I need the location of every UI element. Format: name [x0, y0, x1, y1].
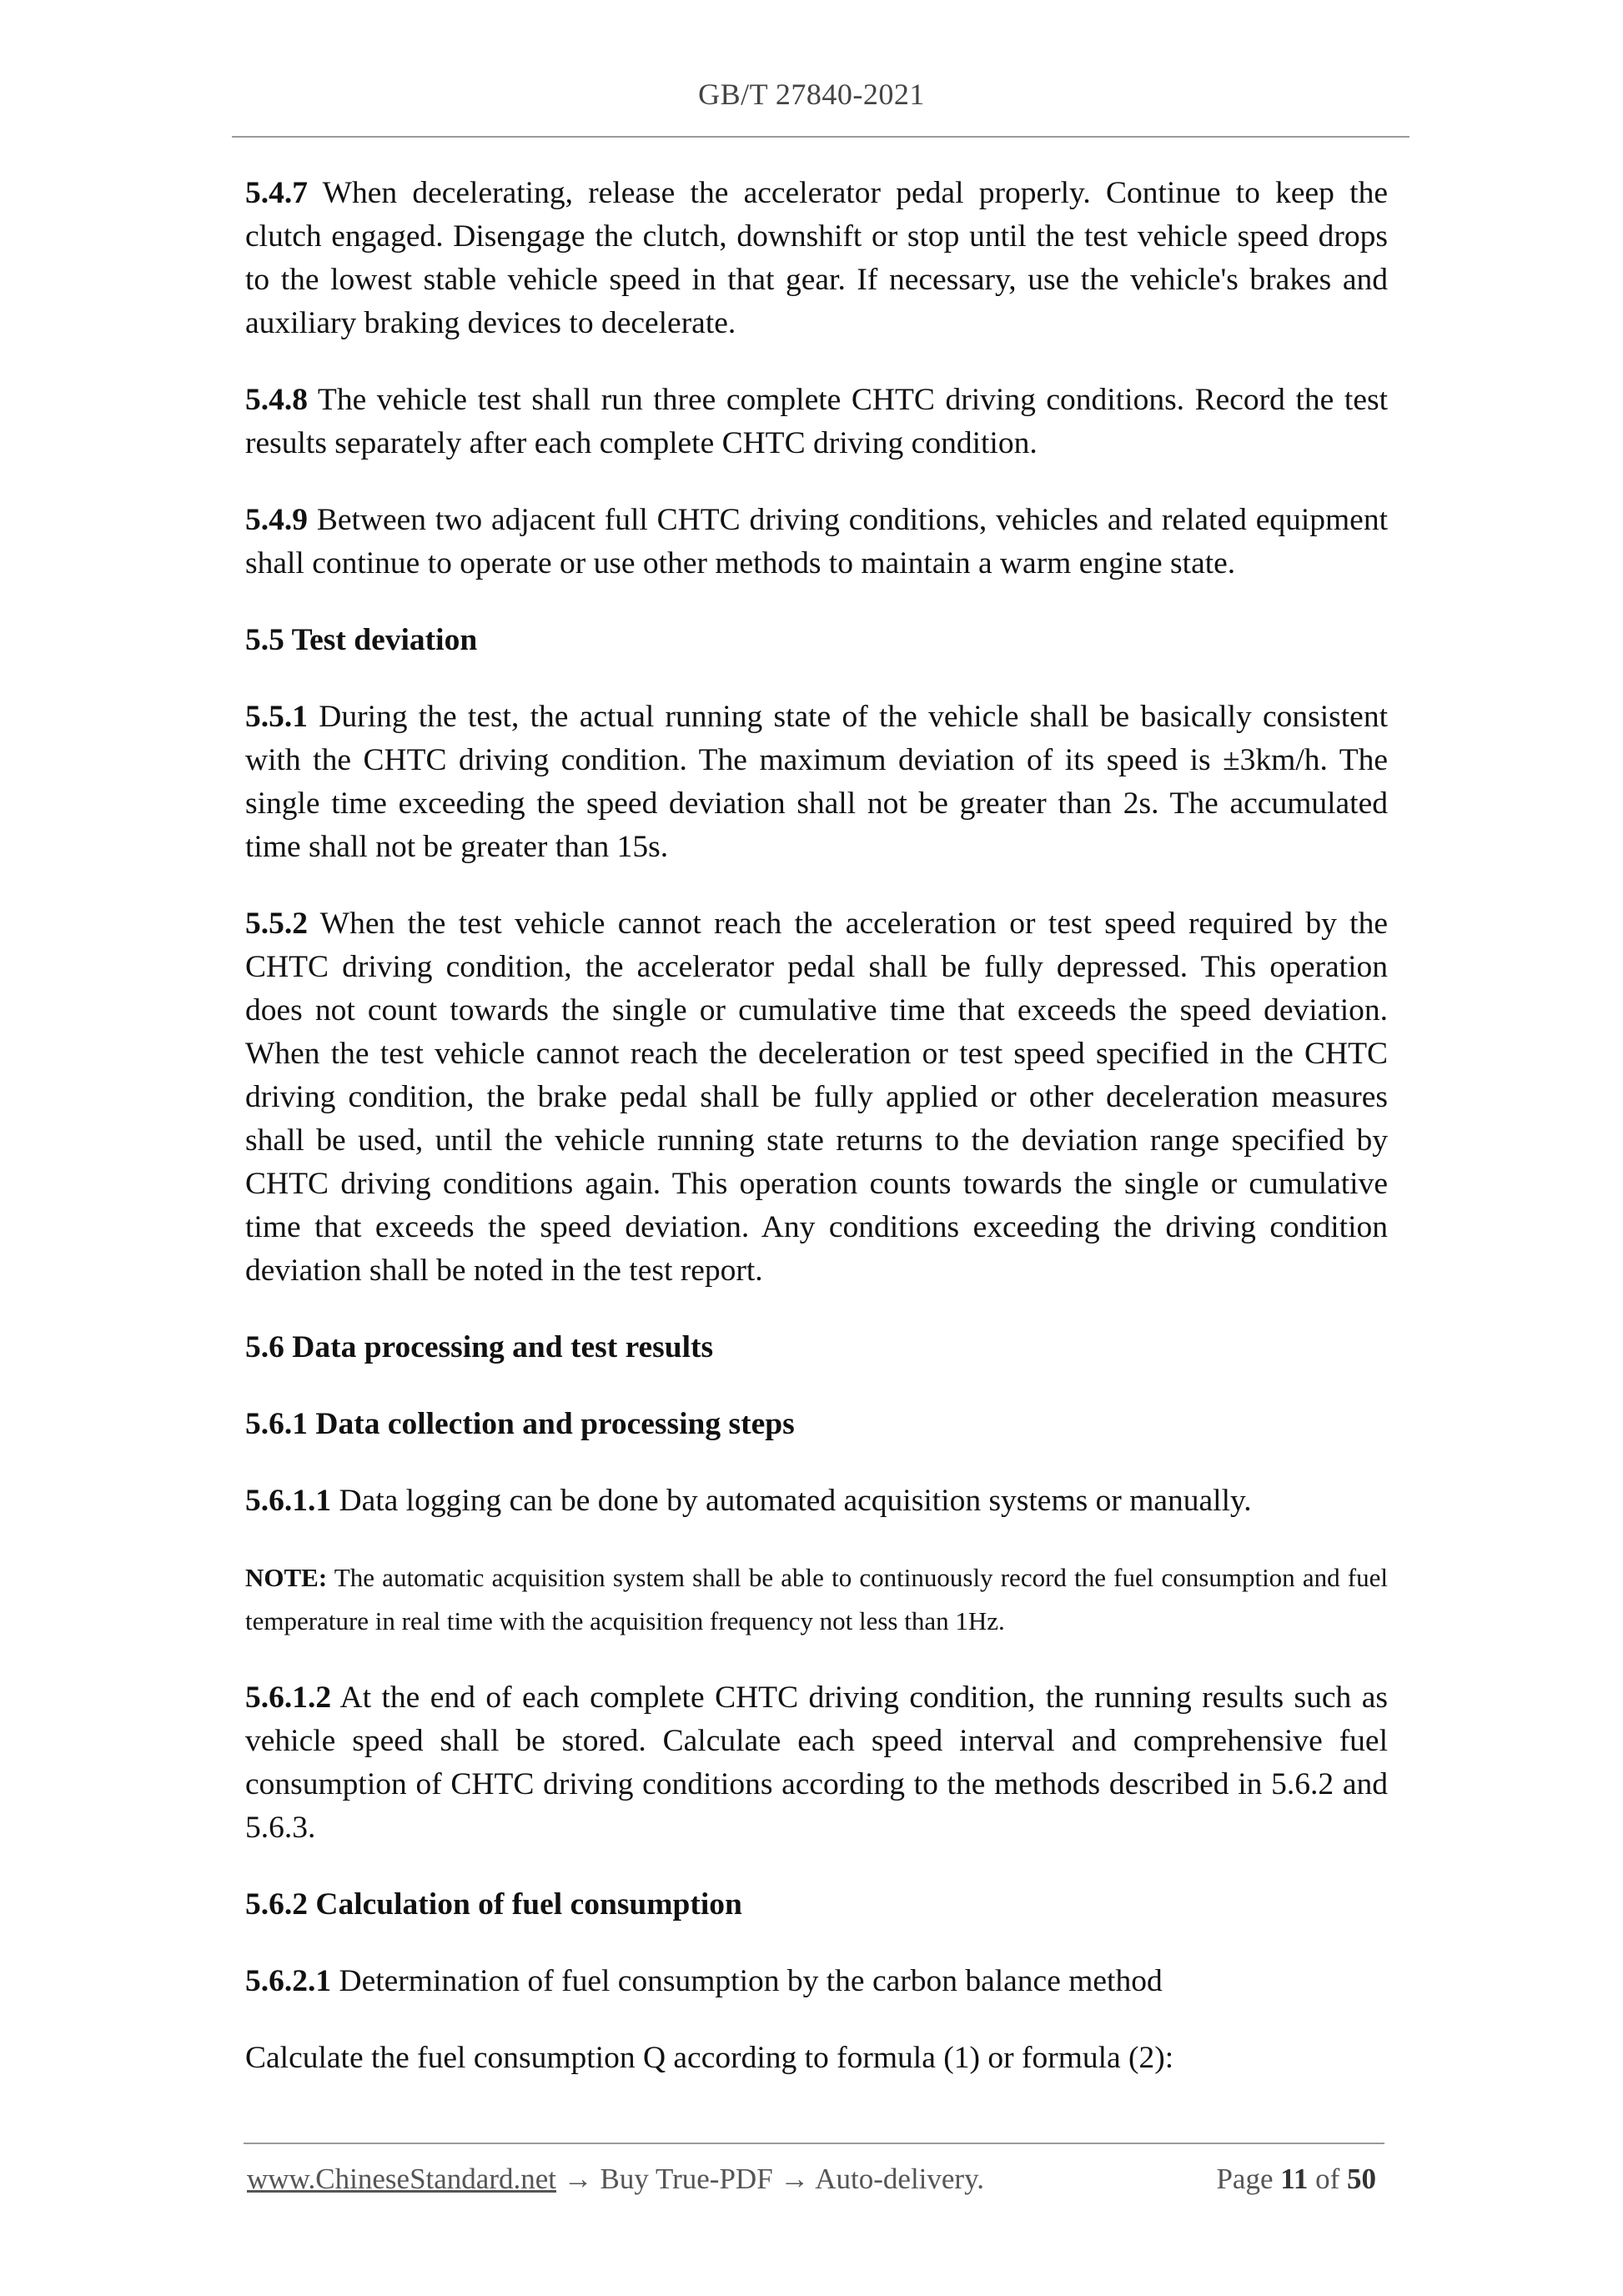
clause-5-6-1-1 [245, 1480, 1388, 1523]
buy-text: Buy True-PDF [600, 2163, 773, 2195]
clause-number: 5.6.2.1 [245, 1964, 332, 1998]
note-text: The automatic acquisition system shall be able to continuously record the fuel consumption and fuel temperature in real time with the acquisition frequency not less than 1Hz. [245, 1563, 1388, 1635]
delivery-text: Auto-delivery. [815, 2163, 985, 2195]
clause-number: 5.6.1.2 [245, 1681, 332, 1715]
clause-5-4-8 [245, 379, 1388, 465]
page-label: Page [1216, 2163, 1281, 2195]
clause-number: 5.4.9 [245, 503, 308, 537]
section-heading-5-6: 5.6 Data processing and test results [245, 1330, 714, 1364]
note-label: NOTE: [245, 1563, 328, 1592]
page-number: 11 [1280, 2163, 1309, 2195]
formula-intro [245, 2037, 1388, 2080]
arrow-icon: → [556, 2163, 600, 2195]
footer-promo [247, 2163, 984, 2196]
clause-5-6-2-1 [245, 1960, 1388, 2003]
clause-number: 5.5.1 [245, 700, 308, 734]
clause-text: During the test, the actual running state of the vehicle shall be basically consistent with the CHTC driving condition. The maximum deviation of its speed is ±3km/h. The single time exceeding the speed deviation shall not be greater than 2s. The accumulated time shall not be greater than 15s. [245, 700, 1388, 864]
clause-text: Data logging can be done by automated acquisition systems or manually. [331, 1484, 1252, 1518]
of-label: of [1308, 2163, 1347, 2195]
clause-number: 5.4.7 [245, 176, 308, 210]
clause-number: 5.6.1.1 [245, 1484, 332, 1518]
section-heading-5-5: 5.5 Test deviation [245, 623, 478, 657]
clause-text: Determination of fuel consumption by the carbon balance method [331, 1964, 1163, 1998]
section-heading-5-6-1: 5.6.1 Data collection and processing steps [245, 1407, 795, 1441]
clause-text: The vehicle test shall run three complete CHTC driving conditions. Record the test results separately after each complete CHTC driving condition. [245, 383, 1388, 460]
arrow-icon: → [772, 2163, 816, 2195]
clause-text: Between two adjacent full CHTC driving conditions, vehicles and related equipment shall continue to operate or use other methods to maintain a warm engine state. [245, 503, 1388, 580]
clause-text: Calculate the fuel consumption Q according to formula (1) or formula (2): [245, 2041, 1174, 2075]
clause-number: 5.5.2 [245, 907, 308, 941]
clause-text: At the end of each complete CHTC driving condition, the running results such as vehicle speed shall be stored. Calculate each speed interval and comprehensive fuel consumption of CHTC driving conditions according to the methods described in 5.6.2 and 5.6.3. [245, 1681, 1388, 1845]
page-counter [1216, 2163, 1376, 2196]
page-header: GB/T 27840-2021 [698, 78, 925, 111]
clause-text: When decelerating, release the accelerator pedal properly. Continue to keep the clutch engaged. Disengage the clutch, downshift or stop until the test vehicle speed drops to the lowest stable vehicle speed in that gear. If necessary, use the vehicle's brakes and auxiliary braking devices to decelerate. [245, 176, 1388, 340]
section-heading-5-6-2: 5.6.2 Calculation of fuel consumption [245, 1887, 742, 1922]
clause-5-4-9 [245, 499, 1388, 585]
header-divider [232, 136, 1409, 138]
clause-number: 5.4.8 [245, 383, 308, 417]
clause-5-4-7 [245, 172, 1388, 345]
clause-5-6-1-2 [245, 1676, 1388, 1850]
clause-text: When the test vehicle cannot reach the acceleration or test speed required by the CHTC driving condition, the accelerator pedal shall be fully depressed. This operation does not count towards the single or cumulative time that exceeds the speed deviation. When the test vehicle cannot reach the deceleration or test speed specified in the CHTC driving condition, the brake pedal shall be fully applied or other deceleration measures shall be used, until the vehicle running state returns to the deviation range specified by CHTC driving conditions again. This operation counts towards the single or cumulative time that exceeds the speed deviation. Any conditions exceeding the driving condition deviation shall be noted in the test report. [245, 907, 1388, 1288]
page-total: 50 [1347, 2163, 1376, 2195]
note-block [245, 1556, 1388, 1643]
website-link[interactable]: www.ChineseStandard.net [247, 2163, 556, 2195]
clause-5-5-2 [245, 902, 1388, 1293]
page-footer [247, 2163, 1376, 2204]
clause-5-5-1 [245, 696, 1388, 869]
document-body [245, 172, 1388, 2113]
footer-divider [244, 2143, 1384, 2144]
